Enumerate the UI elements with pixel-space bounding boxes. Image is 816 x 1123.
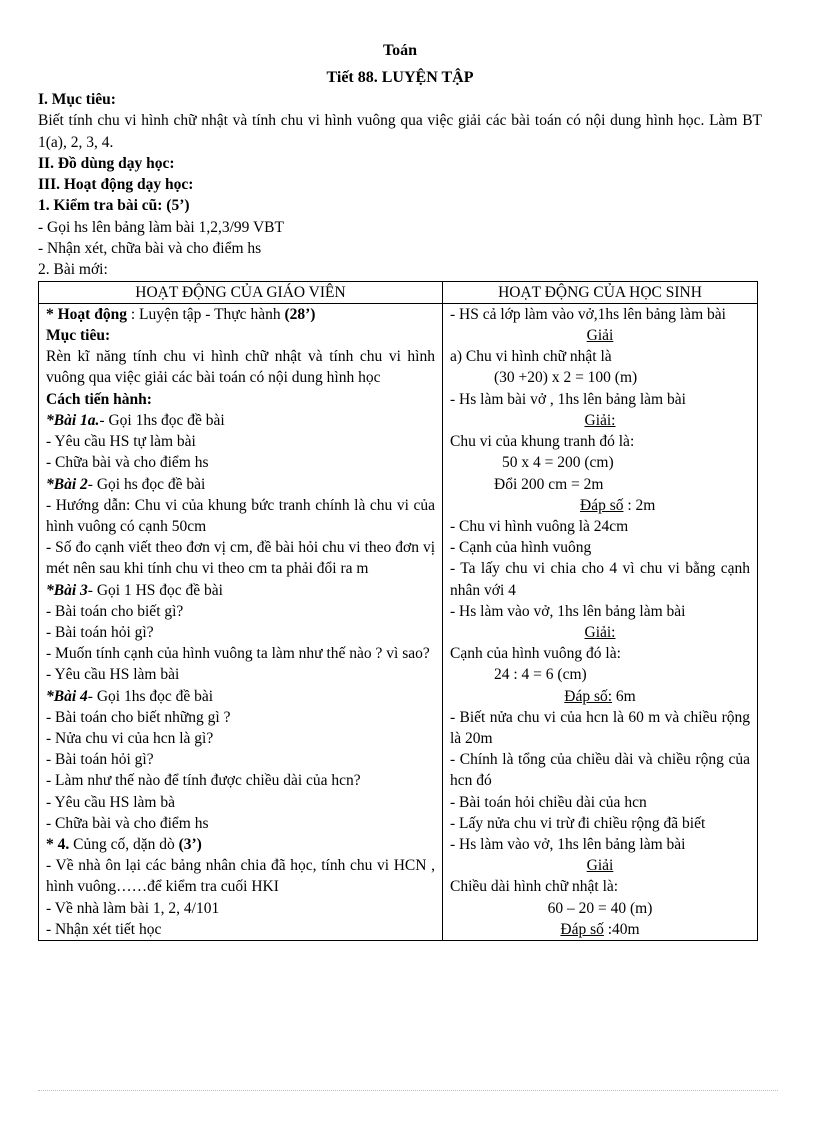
consolidate-heading [46, 834, 435, 855]
page-bottom-divider [38, 1090, 778, 1091]
answer-label: Đáp số [580, 496, 624, 514]
student-line: a) Chu vi hình chữ nhật là [450, 348, 612, 366]
calc-line: Đổi 200 cm = 2m [494, 475, 604, 493]
teacher-line: - Làm như thế nào để tính được chiều dài của hcn? [46, 772, 361, 790]
answer-label: Đáp số: [564, 687, 613, 705]
consolidate-time: (3’) [178, 835, 202, 853]
student-line: Cạnh của hình vuông đó là: [450, 645, 621, 663]
teacher-line: - Muốn tính cạnh của hình vuông ta làm như thế nào ? vì sao? [46, 645, 430, 663]
student-line: - Hs làm vào vở, 1hs lên bảng làm bài [450, 602, 686, 620]
teacher-line: - Bài toán hỏi gì? [46, 751, 154, 769]
teacher-line: - Về nhà làm bài 1, 2, 4/101 [46, 899, 220, 917]
consolidate-text: Củng cố, dặn dò [69, 835, 179, 853]
student-line: - Ta lấy chu vi chia cho 4 vì chu vi bằng cạnh nhân với 4 [450, 560, 750, 599]
new-lesson-heading: 2. Bài mới: [38, 261, 108, 279]
calc-line: 24 : 4 = 6 (cm) [494, 666, 587, 684]
bai1-label: *Bài 1a. [46, 411, 100, 429]
activity-time: (28’) [284, 305, 316, 323]
teacher-line: - Bài toán cho biết những gì ? [46, 708, 231, 726]
bai2-line [46, 474, 435, 495]
answer-value: :40m [603, 920, 640, 938]
teacher-line: - Chữa bài và cho điểm hs [46, 454, 209, 472]
bai4-text: - Gọi 1hs đọc đề bài [87, 687, 214, 705]
table-body-row [39, 303, 758, 940]
answer-line-1 [450, 495, 750, 516]
goal-text: Rèn kĩ năng tính chu vi hình chữ nhật và tính chu vi hình vuông qua việc giải các bài toán có nội dung hình học [46, 348, 435, 387]
bai2-text: - Gọi hs đọc đề bài [87, 475, 206, 493]
consolidate-label: * 4. [46, 835, 70, 853]
check-line-2: - Nhận xét, chữa bài và cho điểm hs [38, 240, 262, 258]
answer-line-3 [450, 919, 750, 940]
document-page [38, 40, 762, 941]
answer-label: Đáp số [560, 920, 604, 938]
student-line: Chu vi của khung tranh đó là: [450, 433, 635, 451]
method-heading: Cách tiến hành: [46, 390, 152, 408]
answer-line-2 [450, 686, 750, 707]
lesson-title: Tiết 88. LUYỆN TẬP [326, 69, 474, 86]
student-line: Chiều dài hình chữ nhật là: [450, 878, 619, 896]
giai-heading-3: Giải: [584, 623, 616, 641]
teacher-line: - Yêu cầu HS làm bà [46, 793, 175, 811]
bai1-line [46, 410, 435, 431]
calc-line: 60 – 20 = 40 (m) [547, 899, 653, 917]
student-column-header: HOẠT ĐỘNG CỦA HỌC SINH [443, 281, 758, 303]
bai3-text: - Gọi 1 HS đọc đề bài [87, 581, 223, 599]
student-line: - HS cả lớp làm vào vở,1hs lên bảng làm bài [450, 305, 726, 323]
activities-table [38, 281, 758, 941]
answer-value: 6m [612, 687, 636, 705]
activity-label: * Hoạt động [46, 305, 127, 323]
student-line: - Chính là tổng của chiều dài và chiều rộng của hcn đó [450, 751, 750, 790]
teacher-line: - Nhận xét tiết học [46, 920, 162, 938]
materials-heading: II. Đồ dùng dạy học: [38, 154, 175, 172]
subject-title: Toán [382, 42, 418, 59]
activity-heading [46, 304, 435, 325]
giai-heading-2: Giải: [584, 411, 616, 429]
student-line: - Hs làm bài vở , 1hs lên bảng làm bài [450, 390, 686, 408]
student-line: - Hs làm vào vở, 1hs lên bảng làm bài [450, 835, 686, 853]
teacher-line: - Bài toán hỏi gì? [46, 623, 154, 641]
calc-line: 50 x 4 = 200 (cm) [502, 454, 614, 472]
teacher-line: - Nửa chu vi của hcn là gì? [46, 729, 214, 747]
bai1-text: - Gọi 1hs đọc đề bài [99, 411, 225, 429]
student-line: - Biết nửa chu vi của hcn là 60 m và chiều rộng là 20m [450, 708, 750, 747]
teacher-line: - Chữa bài và cho điểm hs [46, 814, 209, 832]
objective-text: Biết tính chu vi hình chữ nhật và tính chu vi hình vuông qua việc giải các bài toán có nội dung hình học. Làm BT 1(a), 2, 3, 4. [38, 112, 762, 151]
student-line: - Bài toán hỏi chiều dài của hcn [450, 793, 647, 811]
check-line-1: - Gọi hs lên bảng làm bài 1,2,3/99 VBT [38, 218, 284, 236]
teacher-line: - Yêu cầu HS làm bài [46, 666, 180, 684]
giai-heading-1: Giải [586, 327, 614, 345]
answer-value: : 2m [623, 496, 656, 514]
bai3-line [46, 580, 435, 601]
student-cell [443, 303, 758, 940]
activities-heading: III. Hoạt động dạy học: [38, 176, 194, 194]
objective-heading: I. Mục tiêu: [38, 91, 116, 108]
check-heading: 1. Kiểm tra bài cũ: (5’) [38, 197, 190, 215]
activity-text: : Luyện tập - Thực hành [126, 305, 285, 323]
student-line: - Cạnh của hình vuông [450, 539, 592, 557]
teacher-line: - Số đo cạnh viết theo đơn vị cm, đề bài hỏi chu vi theo đơn vị mét nên sau khi tính chu vi theo cm ta phải đổi ra m [46, 539, 435, 578]
student-line: - Lấy nửa chu vi trừ đi chiều rộng đã biết [450, 814, 706, 832]
teacher-line: - Bài toán cho biết gì? [46, 602, 184, 620]
bai4-label: *Bài 4 [46, 687, 88, 705]
table-header-row [39, 281, 758, 303]
calc-line: (30 +20) x 2 = 100 (m) [494, 369, 638, 387]
teacher-line: - Về nhà ôn lại các bảng nhân chia đã học, tính chu vi HCN , hình vuông……để kiểm tra cuối HKI [46, 857, 435, 896]
teacher-line: - Hướng dẫn: Chu vi của khung bức tranh chính là chu vi của hình vuông có cạnh 50cm [46, 496, 435, 535]
goal-heading: Mục tiêu: [46, 327, 111, 345]
teacher-line: - Yêu cầu HS tự làm bài [46, 433, 196, 451]
student-line: - Chu vi hình vuông là 24cm [450, 517, 629, 535]
teacher-cell [39, 303, 443, 940]
giai-heading-4: Giải [586, 857, 614, 875]
bai3-label: *Bài 3 [46, 581, 88, 599]
bai2-label: *Bài 2 [46, 475, 88, 493]
bai4-line [46, 686, 435, 707]
teacher-column-header: HOẠT ĐỘNG CỦA GIÁO VIÊN [39, 281, 443, 303]
